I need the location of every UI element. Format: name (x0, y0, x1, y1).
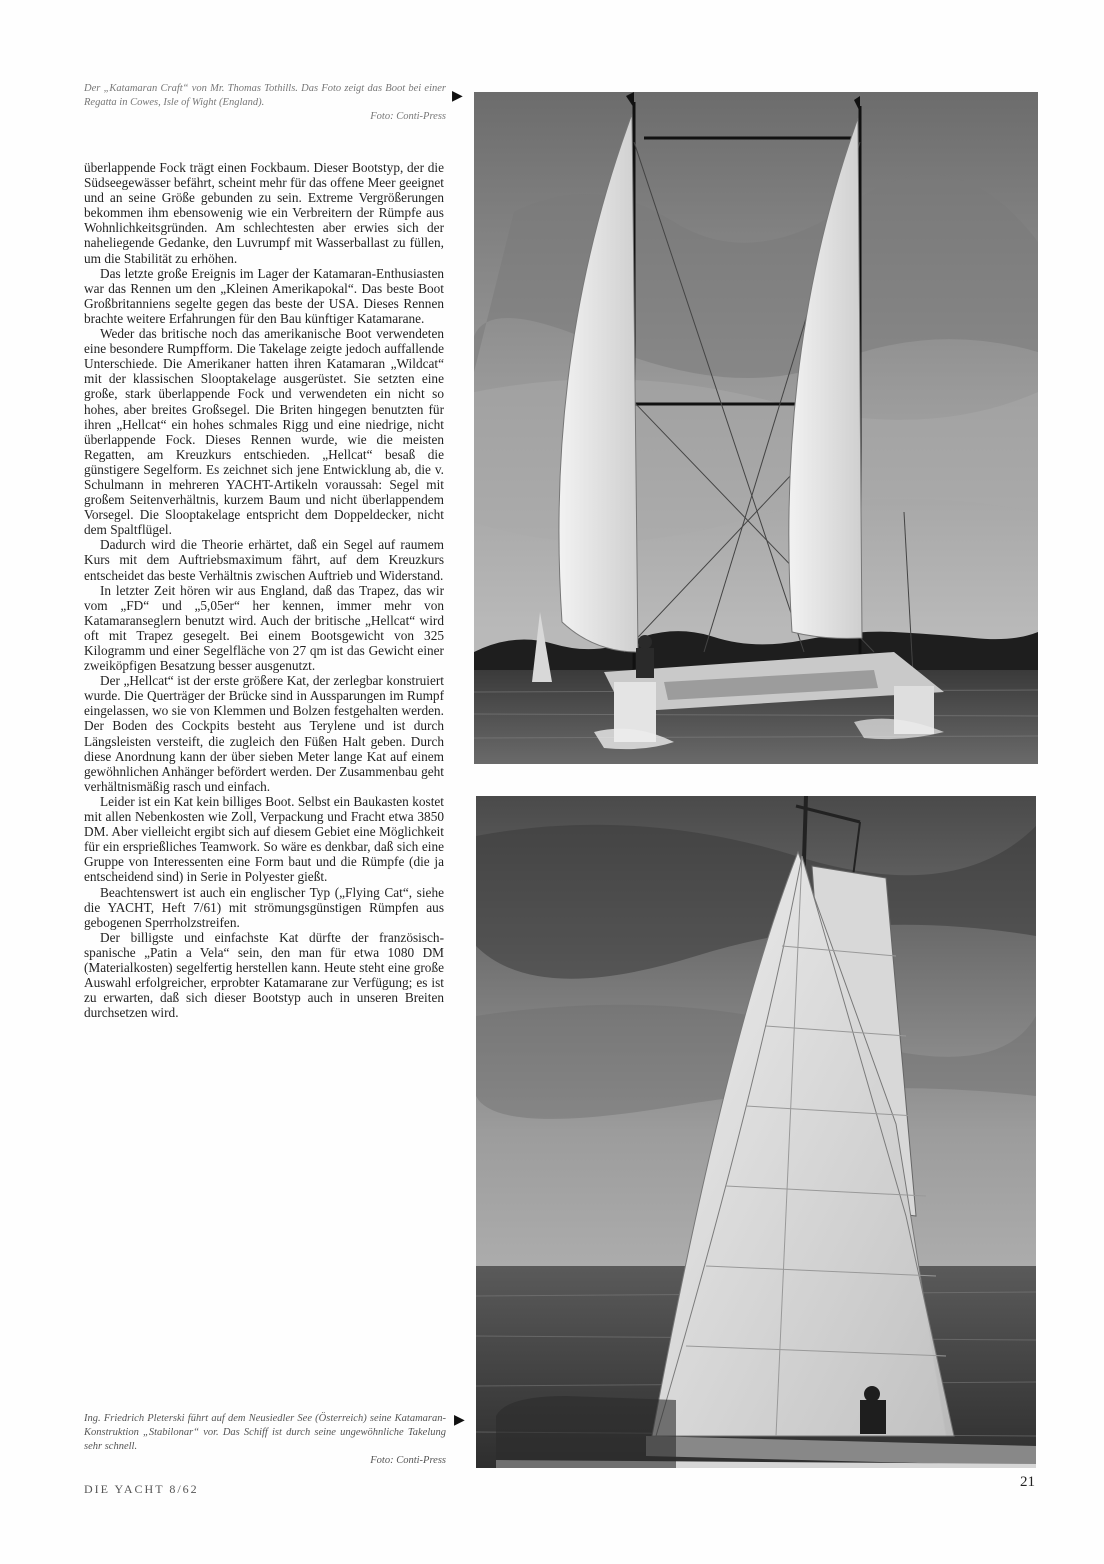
photo-caption-bottom (84, 1412, 446, 1468)
article-paragraph: Leider ist ein Kat kein billiges Boot. Selbst ein Baukasten kostet mit allen Nebenkosten wie Zoll, Verpackung und Fracht etwa 3850 DM. Aber vielleicht ergibt sich auf diesem Gebiet eine Möglichkeit für ein ersprießliches Teamwork. So wäre es denkbar, daß sich eine Gruppe von Interessenten eine Form baut und die Rümpfe (die ja entscheidend sind) in Serie in Polyester gießt. (84, 793, 444, 885)
catamaran-photo-bottom (476, 796, 1036, 1468)
article-paragraph: Der „Hellcat“ ist der erste größere Kat, der zerlegbar konstruiert wurde. Die Querträger der Brücke sind in Aussparungen im Rumpf eingelassen, wo sie von Klemmen und Bolzen festgehalten werden. Der Boden des Cockpits besteht aus Terylene und ist durch Längsleisten versteift, die zugleich den Füßen Halt geben. Durch diese Anordnung kann der über sieben Meter lange Kat auf einem gewöhnlichen Anhänger befördert werden. Der Zusammenbau geht verhältnismäßig rasch und einfach. (84, 673, 444, 794)
article-paragraph: Dadurch wird die Theorie erhärtet, daß ein Segel auf raumem Kurs mit dem Auftriebsmaximum fährt, auf dem Kreuzkurs entscheidet das beste Verhältnis zwischen Auftrieb und Widerstand. (84, 537, 444, 583)
article-paragraph: Weder das britische noch das amerikanische Boot verwendeten eine besondere Rumpfform. Die Takelage zeigte jedoch auffallende Unterschiede. Die Amerikaner hatten ihren Katamaran „Wildcat“ mit der klassischen Slooptakelage ausgerüstet. Sie setzten eine große, stark überlappende Fock und verwendeten ein nicht so hohes, aber breites Großsegel. Die Briten hingegen benutzten für ihren „Hellcat“ ein hohes schmales Rigg und eine niedrige, nicht überlappende Fock. Dieses Rennen wurde, wie die meisten Regatten, am Kreuzkurs entschieden. „Hellcat“ besaß die günstigere Segelform. Es zeichnet sich jene Entwicklung ab, die v. Schulmann in mehreren YACHT-Artikeln voraussah: Segel mit großem Seitenverhältnis, kurzem Baum und nicht überlappendem Vorsegel. Die Slooptakelage entspricht dem Doppeldecker, nicht dem Spaltflügel. (84, 326, 444, 538)
caption-arrow-icon: ▶ (452, 88, 463, 104)
caption-bottom-credit: Foto: Conti-Press (370, 1455, 446, 1466)
caption-bottom-text: Ing. Friedrich Pleterski führt auf dem Neusiedler See (Österreich) seine Katamaran-Konstruktion „Stabilonar“ vor. Das Schiff ist durch seine ungewöhnliche Takelung sehr schnell. (84, 1413, 446, 1452)
page-number: 21 (1020, 1474, 1035, 1490)
caption-top-text: Der „Katamaran Craft“ von Mr. Thomas Tothills. Das Foto zeigt das Boot bei einer Regatta in Cowes, Isle of Wight (England). (84, 83, 446, 108)
article-paragraph: Beachtenswert ist auch ein englischer Typ („Flying Cat“, siehe die YACHT, Heft 7/61) mit strömungsgünstigen Rümpfen aus gebogenen Sperrholzstreifen. (84, 884, 444, 930)
caption-arrow-icon: ▶ (454, 1412, 465, 1428)
caption-top-credit: Foto: Conti-Press (370, 111, 446, 122)
article-body (84, 160, 444, 1400)
article-paragraph: Das letzte große Ereignis im Lager der Katamaran-Enthusiasten war das Rennen um den „Kleinen Amerikapokal“. Das beste Boot Großbritanniens segelte gegen das beste der USA. Dieses Rennen brachte weitere Erfahrungen für den Bau künftiger Katamarane. (84, 265, 444, 326)
article-paragraph: In letzter Zeit hören wir aus England, daß das Trapez, das wir vom „FD“ und „5,05er“ her kennen, immer mehr von Katamaranseglern benutzt wird. Auch der britische „Hellcat“ wird oft mit Trapez gesegelt. Bei einem Bootsgewicht von 325 Kilogramm und einer Segelfläche von 27 qm ist das Gewicht einer zweiköpfigen Besatzung besser ausgenutzt. (84, 582, 444, 674)
article-paragraph: Der billigste und einfachste Kat dürfte der französisch-spanische „Patin a Vela“ sein, den man für etwa 1080 DM (Materialkosten) segelfertig herstellen kann. Heute steht eine große Auswahl erfolgreicher, erprobter Katamarane zur Verfügung; es ist zu erwarten, daß sich dieser Bootstyp auch in unseren Breiten durchsetzen wird. (84, 929, 444, 1021)
article-paragraph: überlappende Fock trägt einen Fockbaum. Dieser Bootstyp, der die Südseegewässer befährt, scheint mehr für das offene Meer geeignet und an seine Größe gebunden zu sein. Extreme Vergrößerungen bekommen ihm ebensowenig wie ein Verbreitern der Rümpfe aus Wohnlichkeitsgründen. Am schlechtesten aber erwies sich der naheliegende Gedanke, den Luvrumpf mit Wasserballast zu füllen, um die Stabilität zu erhöhen. (84, 160, 444, 266)
photo-caption-top (84, 82, 446, 124)
magazine-issue-footer: DIE YACHT 8/62 (84, 1482, 199, 1496)
catamaran-photo-top (474, 92, 1038, 764)
